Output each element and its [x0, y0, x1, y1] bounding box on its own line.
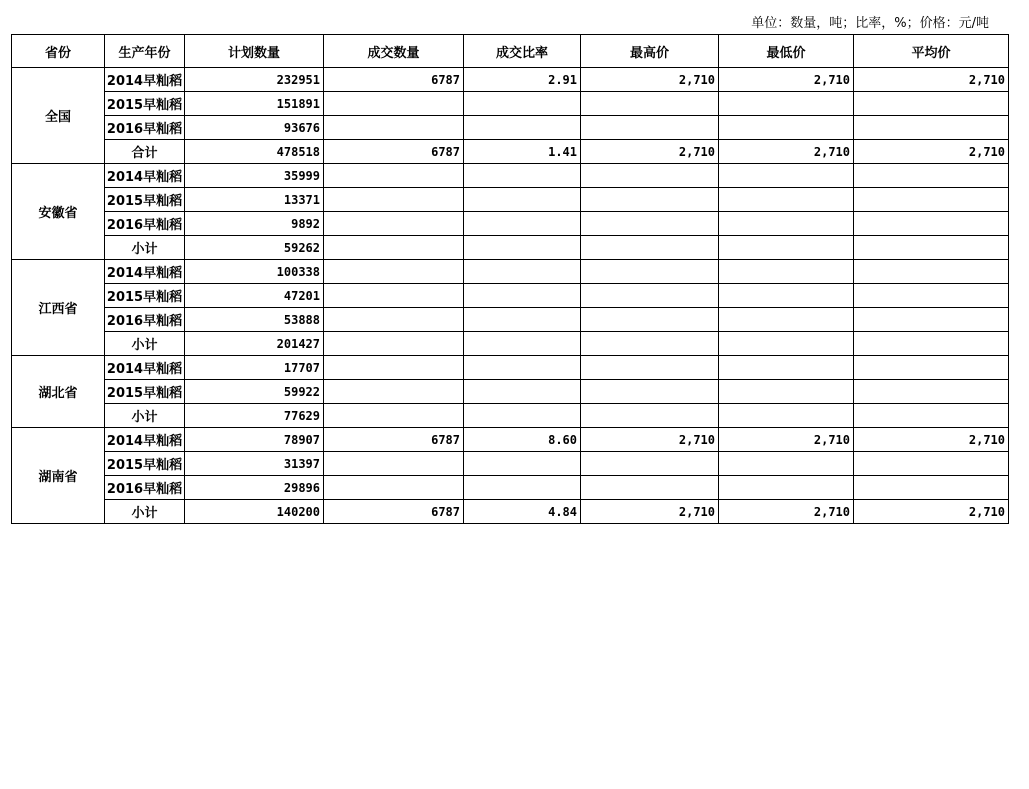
value-cell [464, 260, 581, 284]
value-cell: 232951 [185, 68, 324, 92]
province-cell: 安徽省 [12, 164, 105, 260]
value-cell [464, 236, 581, 260]
value-cell: 151891 [185, 92, 324, 116]
value-cell [581, 308, 719, 332]
value-cell [581, 188, 719, 212]
value-cell [854, 92, 1009, 116]
value-cell [719, 404, 854, 428]
year-cell: 小计 [105, 404, 185, 428]
value-cell: 2,710 [719, 500, 854, 524]
table-row [12, 500, 1009, 524]
year-cell: 合计 [105, 140, 185, 164]
column-header: 平均价 [854, 35, 1009, 68]
table-row [12, 116, 1009, 140]
value-cell: 6787 [324, 140, 464, 164]
year-cell: 2014早籼稻 [105, 356, 185, 380]
value-cell [854, 404, 1009, 428]
value-cell [719, 332, 854, 356]
table-row [12, 164, 1009, 188]
value-cell: 140200 [185, 500, 324, 524]
value-cell [854, 332, 1009, 356]
year-cell: 2016早籼稻 [105, 308, 185, 332]
value-cell [324, 476, 464, 500]
value-cell [719, 92, 854, 116]
value-cell: 2,710 [581, 68, 719, 92]
value-cell: 2,710 [581, 140, 719, 164]
value-cell: 47201 [185, 284, 324, 308]
value-cell [581, 332, 719, 356]
value-cell: 2,710 [719, 428, 854, 452]
value-cell [581, 260, 719, 284]
table-row [12, 332, 1009, 356]
column-header: 成交数量 [324, 35, 464, 68]
value-cell [719, 212, 854, 236]
value-cell [324, 308, 464, 332]
value-cell [464, 380, 581, 404]
value-cell [324, 356, 464, 380]
table-row [12, 260, 1009, 284]
value-cell [464, 92, 581, 116]
value-cell [719, 188, 854, 212]
value-cell: 478518 [185, 140, 324, 164]
province-cell: 湖南省 [12, 428, 105, 524]
value-cell: 6787 [324, 68, 464, 92]
value-cell: 93676 [185, 116, 324, 140]
value-cell [581, 92, 719, 116]
value-cell [464, 284, 581, 308]
value-cell [854, 260, 1009, 284]
value-cell [719, 284, 854, 308]
year-cell: 2015早籼稻 [105, 92, 185, 116]
value-cell: 2,710 [854, 140, 1009, 164]
value-cell [719, 236, 854, 260]
table-row [12, 284, 1009, 308]
value-cell [719, 164, 854, 188]
value-cell: 59922 [185, 380, 324, 404]
column-header: 最高价 [581, 35, 719, 68]
value-cell [464, 188, 581, 212]
column-header: 省份 [12, 35, 105, 68]
year-cell: 小计 [105, 332, 185, 356]
value-cell [581, 452, 719, 476]
value-cell [464, 452, 581, 476]
year-cell: 2014早籼稻 [105, 260, 185, 284]
value-cell [324, 188, 464, 212]
year-cell: 2014早籼稻 [105, 164, 185, 188]
table-row [12, 380, 1009, 404]
value-cell [719, 380, 854, 404]
value-cell [464, 404, 581, 428]
value-cell [581, 284, 719, 308]
table-row [12, 356, 1009, 380]
year-cell: 2014早籼稻 [105, 68, 185, 92]
year-cell: 2016早籼稻 [105, 212, 185, 236]
value-cell: 2,710 [854, 428, 1009, 452]
value-cell: 53888 [185, 308, 324, 332]
value-cell [324, 92, 464, 116]
table-row [12, 68, 1009, 92]
value-cell [854, 476, 1009, 500]
value-cell: 2,710 [854, 500, 1009, 524]
value-cell [581, 356, 719, 380]
value-cell [854, 356, 1009, 380]
value-cell [854, 452, 1009, 476]
value-cell: 1.41 [464, 140, 581, 164]
year-cell: 2016早籼稻 [105, 116, 185, 140]
value-cell [581, 164, 719, 188]
value-cell [581, 116, 719, 140]
value-cell [464, 476, 581, 500]
value-cell: 201427 [185, 332, 324, 356]
table-row [12, 92, 1009, 116]
value-cell [324, 332, 464, 356]
table-row [12, 452, 1009, 476]
value-cell [324, 284, 464, 308]
value-cell [464, 116, 581, 140]
value-cell: 100338 [185, 260, 324, 284]
province-cell: 湖北省 [12, 356, 105, 428]
value-cell [324, 236, 464, 260]
value-cell [581, 236, 719, 260]
value-cell: 35999 [185, 164, 324, 188]
value-cell [854, 308, 1009, 332]
value-cell: 77629 [185, 404, 324, 428]
value-cell: 31397 [185, 452, 324, 476]
value-cell [581, 380, 719, 404]
year-cell: 2015早籼稻 [105, 380, 185, 404]
value-cell [464, 308, 581, 332]
value-cell: 17707 [185, 356, 324, 380]
trade-results-table [11, 34, 1009, 524]
value-cell [581, 212, 719, 236]
value-cell [719, 476, 854, 500]
value-cell [854, 236, 1009, 260]
value-cell: 2,710 [719, 68, 854, 92]
value-cell [854, 116, 1009, 140]
province-cell: 全国 [12, 68, 105, 164]
table-row [12, 404, 1009, 428]
column-header: 生产年份 [105, 35, 185, 68]
value-cell: 2,710 [854, 68, 1009, 92]
value-cell [854, 188, 1009, 212]
value-cell: 13371 [185, 188, 324, 212]
value-cell [854, 380, 1009, 404]
year-cell: 小计 [105, 236, 185, 260]
value-cell [464, 332, 581, 356]
table-row [12, 188, 1009, 212]
table-row [12, 308, 1009, 332]
value-cell [464, 356, 581, 380]
column-header: 计划数量 [185, 35, 324, 68]
value-cell: 2,710 [581, 500, 719, 524]
value-cell: 8.60 [464, 428, 581, 452]
value-cell [324, 212, 464, 236]
value-cell: 59262 [185, 236, 324, 260]
year-cell: 2015早籼稻 [105, 452, 185, 476]
value-cell: 78907 [185, 428, 324, 452]
table-row [12, 212, 1009, 236]
value-cell [581, 404, 719, 428]
value-cell [324, 260, 464, 284]
value-cell [324, 452, 464, 476]
value-cell: 6787 [324, 500, 464, 524]
table-row [12, 476, 1009, 500]
year-cell: 2015早籼稻 [105, 284, 185, 308]
value-cell [854, 284, 1009, 308]
value-cell [719, 260, 854, 284]
table-row [12, 140, 1009, 164]
column-header: 最低价 [719, 35, 854, 68]
value-cell: 29896 [185, 476, 324, 500]
value-cell [324, 116, 464, 140]
year-cell: 小计 [105, 500, 185, 524]
value-cell [324, 380, 464, 404]
value-cell [854, 212, 1009, 236]
value-cell [719, 356, 854, 380]
value-cell [719, 452, 854, 476]
table-row [12, 236, 1009, 260]
value-cell [464, 164, 581, 188]
value-cell: 2.91 [464, 68, 581, 92]
province-cell: 江西省 [12, 260, 105, 356]
value-cell [464, 212, 581, 236]
value-cell: 2,710 [581, 428, 719, 452]
value-cell [719, 116, 854, 140]
value-cell: 9892 [185, 212, 324, 236]
year-cell: 2016早籼稻 [105, 476, 185, 500]
column-header: 成交比率 [464, 35, 581, 68]
value-cell [719, 308, 854, 332]
value-cell: 4.84 [464, 500, 581, 524]
value-cell [324, 404, 464, 428]
unit-note: 单位：数量，吨；比率，%；价格：元/吨 [751, 16, 989, 31]
table-row [12, 428, 1009, 452]
header-row [12, 35, 1009, 68]
value-cell: 2,710 [719, 140, 854, 164]
year-cell: 2014早籼稻 [105, 428, 185, 452]
value-cell [324, 164, 464, 188]
value-cell [854, 164, 1009, 188]
value-cell: 6787 [324, 428, 464, 452]
year-cell: 2015早籼稻 [105, 188, 185, 212]
value-cell [581, 476, 719, 500]
